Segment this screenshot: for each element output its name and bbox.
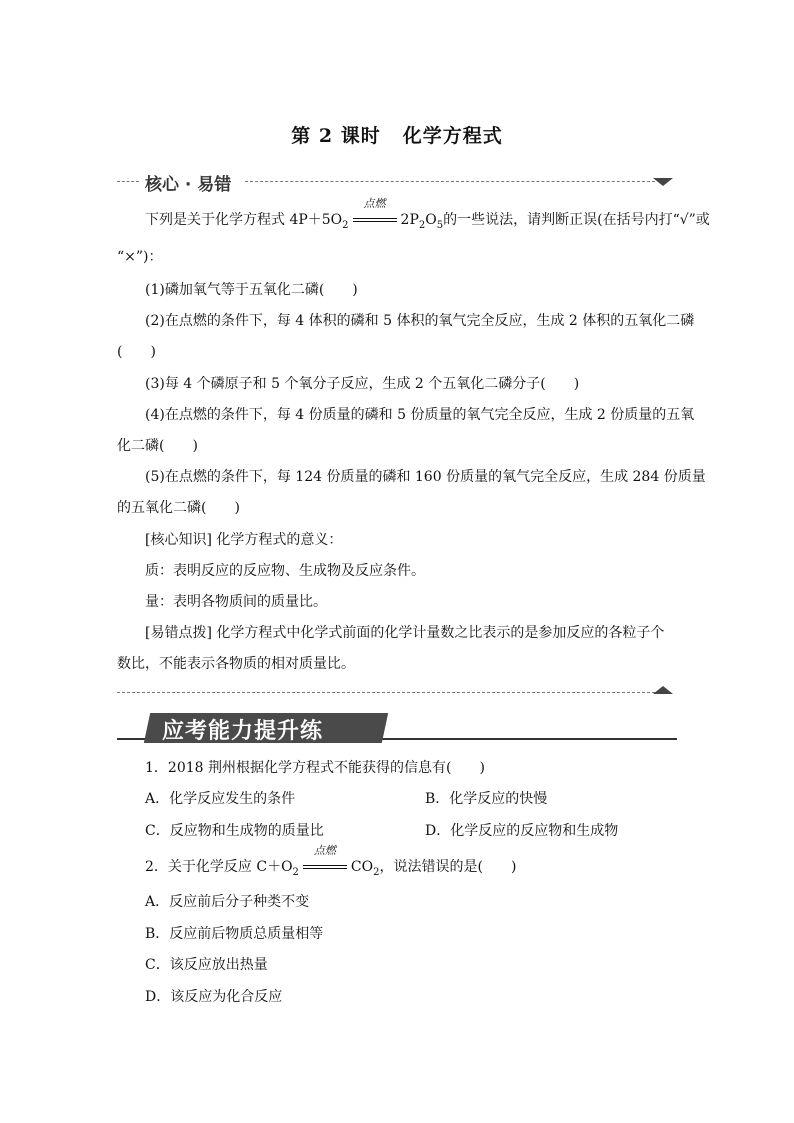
statement-5: (5)在点燃的条件下，每 124 份质量的磷和 160 份质量的氧气完全反应，生成 284 份质量 [145,469,706,485]
statement-2: (2)在点燃的条件下，每 4 体积的磷和 5 体积的氧气完全反应，生成 2 体积的五氧化二磷 [145,313,695,329]
q2-option-c: C．该反应放出热量 [145,957,268,973]
question-1-stem: 1．2018 荆州根据化学方程式不能获得的信息有( ) [145,760,485,776]
error-tip-cont: 数比，不能表示各物质的相对质量比。 [117,656,355,672]
dashed-divider [117,692,655,693]
page-title [0,121,794,148]
statement-2-cont: ( ) [117,344,156,360]
intro-line: 下列是关于化学方程式 $4P+5O_2$ 点燃 $2P_2O_5$的一些说法，请判断正误(在括号内打“√”或 [145,197,710,231]
lesson-number: 第 2 课时 [291,125,381,147]
section-header-core [117,170,677,194]
statement-4-cont: 化二磷( ) [117,438,198,454]
dashed-divider [117,181,139,182]
triangle-up-icon [653,686,673,694]
question-2-stem: 2．关于化学反应 $C+O_2$ 点燃 $CO_2$，说法错误的是( ) [145,844,517,878]
triangle-down-icon [653,178,673,186]
statement-4: (4)在点燃的条件下，每 4 份质量的磷和 5 份质量的氧气完全反应，生成 2 份质量的五氧 [145,407,695,423]
statement-5-cont: 的五氧化二磷( ) [117,500,240,516]
section-banner-text: 应考能力提升练 [162,719,324,744]
q2-option-b: B．反应前后物质总质量相等 [145,926,324,942]
error-tip: [易错点拨] 化学方程式中化学式前面的化学计量数之比表示的是参加反应的各粒子个 [145,625,665,641]
q1-option-a: A．化学反应发生的条件 [145,791,296,807]
core-knowledge: [核心知识] 化学方程式的意义： [145,532,343,548]
section-label: 核心 · 易错 [145,175,232,195]
quality-meaning: 质：表明反应的反应物、生成物及反应条件。 [145,563,425,579]
q1-option-b: B．化学反应的快慢 [425,791,548,807]
section-footer-core [117,686,677,698]
q2-option-d: D．该反应为化合反应 [145,989,283,1005]
lesson-topic: 化学方程式 [402,125,503,147]
reaction-arrow: 点燃 [303,857,347,877]
quantity-meaning: 量：表明各物质间的质量比。 [145,594,327,610]
intro-line-2: “×”)： [117,249,163,265]
statement-3: (3)每 4 个磷原子和 5 个氧分子反应，生成 2 个五氧化二磷分子( ) [145,376,580,392]
q1-option-d: D．化学反应的反应物和生成物 [425,823,619,839]
q2-option-a: A．反应前后分子种类不变 [145,894,310,910]
statement-1: (1)磷加氧气等于五氧化二磷( ) [145,282,358,298]
reaction-arrow: 点燃 [353,210,397,230]
dashed-divider [245,181,655,182]
section-header-practice [117,713,677,747]
q1-option-c: C．反应物和生成物的质量比 [145,823,324,839]
